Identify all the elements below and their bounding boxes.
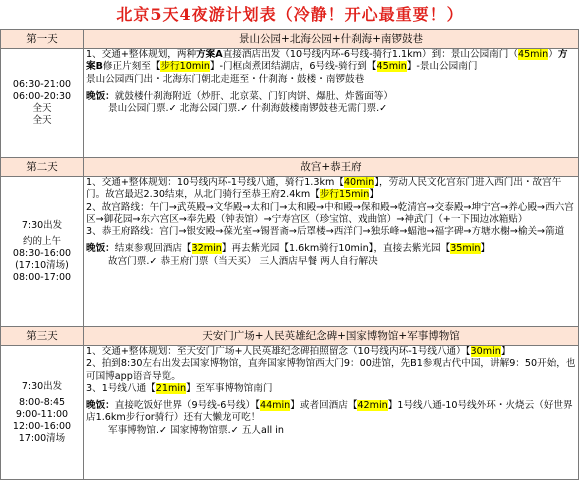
dinner-label: 晚饭：: [86, 400, 115, 412]
day3-time-4: 12:00-16:00: [12, 420, 72, 432]
day1-time-3: 全天: [32, 103, 52, 114]
day3-time-3: 9:00-11:00: [15, 408, 69, 420]
highlight: 32min: [191, 243, 222, 255]
day2-label: 第二天: [1, 158, 84, 177]
page-title: 北京5天4夜游计划表（冷静！开心最重要！）: [116, 5, 464, 24]
day2-detail-row: [1, 177, 579, 327]
day3-time-5: 17:00清场: [18, 432, 66, 444]
day2-sites: 故宫+恭王府: [84, 158, 579, 177]
day1-time-2: 06:00-20:30: [12, 91, 72, 102]
highlight: 21min: [155, 382, 187, 394]
text-seg: 1、交通+整体规划：至天安门广场+人民英雄纪念碑拍照留念（10号线内环-1号线八通）【: [86, 346, 471, 357]
day2-line3: 3、恭王府路线：宫门→银安殿→葆光室→锡晋斋→后罩楼→西洋门→独乐峰→蝠池→福字碑→方塘水榭→榆关→箭道: [86, 226, 565, 238]
day3-times: [1, 346, 84, 480]
highlight: 45min: [517, 49, 549, 60]
text-seg: 】或者回酒店【: [290, 400, 358, 412]
day2-plan: [84, 177, 579, 327]
day3-sites: 天安门广场+人民英雄纪念碑+国家博物馆+军事博物馆: [84, 327, 579, 346]
text-seg: 】1号线八通-10号线外环・火烧云（好世界店1.6km步行or骑行）还有大懒龙可吃！: [86, 400, 573, 424]
day2-time-3: 08:30-16:00: [12, 247, 72, 259]
highlight: 35min: [450, 243, 481, 255]
day1-line1: [86, 49, 576, 74]
text-seg: 】，劳动人民文化宫东门进入西门出・故宫午门。故宫最迟2.30结束，从北门骑行至恭王府2.4km【: [86, 177, 562, 201]
text-seg: 1、交通+整体规划：10号线内环-1号线八通，骑行1.3km【: [86, 177, 344, 188]
day2-time-5: 08:00-17:00: [12, 271, 72, 283]
text-seg: 】再去紫光园【1.6km骑行10min】，直接去紫光园【: [221, 243, 451, 255]
day2-time-4: (17:10清场): [15, 259, 69, 271]
day2-dinner: [86, 243, 576, 255]
day2-times: [1, 177, 84, 327]
highlight: 步行15min: [319, 189, 370, 201]
day1-sites: 景山公园+北海公园+什刹海+南锣鼓巷: [84, 30, 579, 49]
text-seg: 结束参观回酒店【: [114, 243, 192, 255]
day1-dinner: [86, 91, 576, 103]
text-seg: 】: [369, 189, 379, 201]
text-seg: 方案B: [86, 49, 568, 73]
text-seg: ）: [548, 49, 558, 60]
highlight: 步行10min: [160, 61, 210, 73]
text-seg: 】: [500, 346, 511, 357]
day1-time-1: 06:30-21:00: [12, 79, 72, 90]
itinerary-table: [0, 29, 579, 480]
day2-line1: [86, 177, 576, 202]
day1-label: 第一天: [1, 30, 84, 49]
day2-time-1: 7:30出发: [21, 219, 63, 231]
dinner-label: 晚饭：: [86, 243, 115, 255]
text-seg: 修正片刻至【: [102, 61, 161, 73]
day2-tickets: 故宫门票.✓ 恭王府门票（当天买） 三人酒店早餐 两人自行解决: [108, 255, 378, 267]
text-seg: 】: [480, 243, 491, 255]
day2-header-row: [1, 158, 579, 177]
text-seg: 直接酒店出发（10号线内环-6号线-骑行1.1km）到：景山公园南门（: [222, 49, 518, 60]
day2-time-2: 约的上午: [22, 235, 61, 247]
day1-plan: [84, 49, 579, 158]
highlight: 30min: [470, 346, 501, 357]
day3-time-1: 7:30出发: [21, 380, 63, 392]
day1-time-4: 全天: [32, 115, 52, 126]
day3-header-row: [1, 327, 579, 346]
text-seg: 】-景山公园南门: [406, 61, 478, 73]
text-seg: 1、交通+整体规划，两种: [86, 49, 197, 60]
highlight: 42min: [357, 400, 388, 412]
day1-header-row: [1, 30, 579, 49]
text-seg: 3、1号线八通【: [86, 382, 156, 394]
text-seg: 】至军事博物馆南门: [186, 382, 273, 394]
text-seg: 直接吃饭好世界（9号线-6号线）【: [114, 400, 260, 412]
text-seg: 】-门框卤煮团结湖店，6号线-骑行到【: [209, 61, 377, 73]
day1-tickets: 景山公园门票.✓ 北海公园门票.✓ 什刹海鼓楼南锣鼓巷无需门票.✓: [108, 103, 388, 115]
day1-detail-row: [1, 49, 579, 158]
day3-time-2: 8:00-8:45: [18, 396, 66, 408]
highlight: 45min: [376, 61, 407, 73]
day3-label: 第三天: [1, 327, 84, 346]
day3-detail-row: [1, 346, 579, 480]
day3-dinner: [86, 400, 576, 425]
day1-times: [1, 49, 84, 158]
day3-line1: [86, 346, 576, 358]
text-seg: 方案A: [196, 49, 223, 60]
day3-line3: [86, 383, 576, 395]
dinner-text: 就鼓楼什刹海附近（炒肝、北京菜、门钉肉饼、爆肚、炸酱面等）: [114, 90, 393, 102]
day3-line2: 2、拍到8:30左右出发去国家博物馆，直奔国家博物馆西大门9：00进馆，先B1参观古代中国，讲解9：50开始，也可国博app语音导览。: [86, 358, 576, 382]
day2-line2: 2、故宫路线：午门→武英殿→文华殿→太和门→太和殿→中和殿→保和殿→乾清宫→交泰殿→坤宁宫→养心殿→西六宫区→御花园→东六宫区→奉先殿（钟表馆）→宁寿宫区（珍宝馆、戏曲馆）→神武门（+一下围边冰箱贴）: [86, 201, 574, 225]
highlight: 44min: [259, 400, 291, 412]
dinner-label: 晚饭：: [86, 90, 115, 102]
day1-line2: 景山公园西门出・北海东门朝北走逛至・什刹海・鼓楼・南锣鼓巷: [86, 73, 365, 85]
day3-tickets: 军事博物馆.✓ 国家博物馆票.✓ 五人all in: [108, 424, 284, 436]
day3-plan: [84, 346, 579, 480]
highlight: 40min: [343, 177, 375, 188]
